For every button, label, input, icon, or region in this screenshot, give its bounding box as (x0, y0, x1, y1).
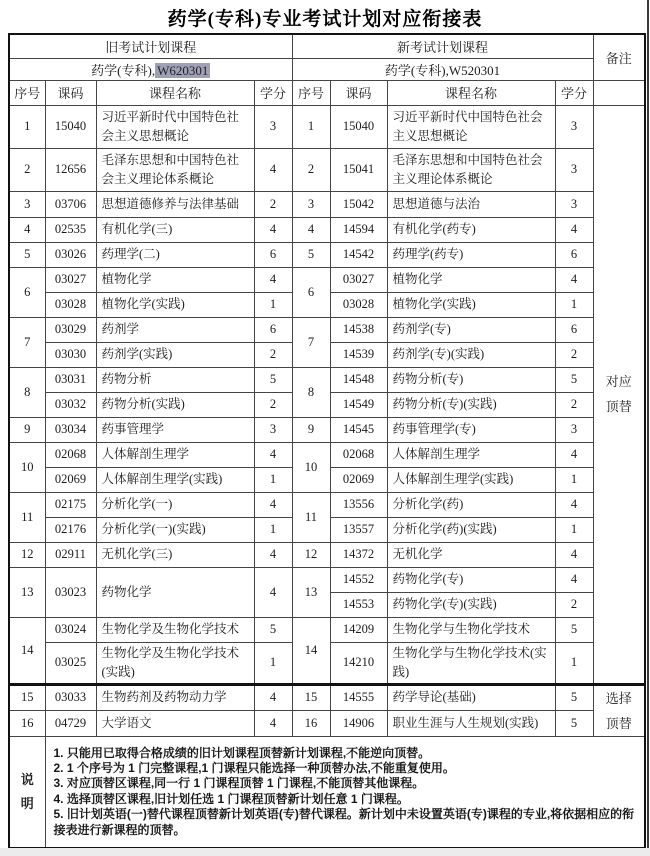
new-credit: 4 (555, 492, 593, 517)
old-credit: 5 (254, 617, 292, 642)
new-credit: 4 (555, 267, 593, 292)
new-no: 6 (292, 267, 330, 317)
note-item: 4. 选择顶替区课程,旧计划任选 1 门课程顶替新计划任意 1 门课程。 (53, 791, 409, 806)
new-name: 分析化学(药) (387, 492, 555, 517)
note-item: 3. 对应顶替区课程,同一行 1 门课程顶替 1 门课程,不能顶替其他课程。 (53, 776, 425, 791)
old-credit: 3 (254, 105, 292, 148)
old-credit: 1 (254, 467, 292, 492)
old-name: 生物化学及生物化学技术(实践) (96, 642, 254, 684)
header-row-columns (9, 80, 645, 105)
remark-zone-corresponding: 对应顶替 (593, 105, 645, 684)
new-col-name: 课程名称 (387, 80, 555, 105)
new-no: 8 (292, 367, 330, 417)
old-credit: 4 (254, 442, 292, 467)
new-name: 药学导论(基础) (387, 684, 555, 710)
new-credit: 6 (555, 317, 593, 342)
new-code: 14552 (330, 567, 387, 592)
old-name: 生物药剂及药物动力学 (96, 684, 254, 710)
table-row (9, 242, 645, 267)
old-name: 人体解剖生理学(实践) (96, 467, 254, 492)
table-row (9, 684, 645, 710)
old-credit: 4 (254, 492, 292, 517)
table-row (9, 617, 645, 642)
old-code: 04729 (45, 710, 96, 736)
notes-label: 说明 (9, 736, 45, 848)
new-code: 14594 (330, 217, 387, 242)
new-credit: 4 (555, 542, 593, 567)
old-code: 03027 (45, 267, 96, 292)
old-plan-subtitle (9, 58, 292, 80)
remark-empty-cell (593, 80, 645, 105)
new-credit: 3 (555, 105, 593, 148)
old-code: 03025 (45, 642, 96, 684)
new-no: 13 (292, 567, 330, 617)
new-name: 药物化学(专)(实践) (387, 592, 555, 617)
new-no: 15 (292, 684, 330, 710)
old-code: 02911 (45, 542, 96, 567)
old-no: 12 (9, 542, 45, 567)
new-no: 14 (292, 617, 330, 684)
new-name: 思想道德与法治 (387, 191, 555, 217)
new-credit: 2 (555, 592, 593, 617)
new-name: 分析化学(药)(实践) (387, 517, 555, 542)
new-no: 3 (292, 191, 330, 217)
new-code: 14210 (330, 642, 387, 684)
new-no: 12 (292, 542, 330, 567)
header-row-plan-titles (9, 34, 645, 58)
old-code: 03023 (45, 567, 96, 617)
new-name: 生物化学与生物化学技术 (387, 617, 555, 642)
old-code: 02068 (45, 442, 96, 467)
table-row (9, 417, 645, 442)
notes-cell (45, 736, 645, 848)
new-name: 药理学(药专) (387, 242, 555, 267)
new-code: 15040 (330, 105, 387, 148)
new-name: 毛泽东思想和中国特色社会主义理论体系概论 (387, 148, 555, 191)
old-name: 生物化学及生物化学技术 (96, 617, 254, 642)
new-credit: 2 (555, 342, 593, 367)
new-code: 03027 (330, 267, 387, 292)
new-credit: 5 (555, 684, 593, 710)
new-no: 11 (292, 492, 330, 542)
table-row (9, 267, 645, 292)
new-credit: 6 (555, 242, 593, 267)
old-credit: 4 (254, 710, 292, 736)
new-name: 职业生涯与人生规划(实践) (387, 710, 555, 736)
old-col-no: 序号 (9, 80, 45, 105)
old-name: 人体解剖生理学 (96, 442, 254, 467)
new-plan-title: 新考试计划课程 (292, 34, 593, 58)
new-col-code: 课码 (330, 80, 387, 105)
new-name: 药物分析(专)(实践) (387, 392, 555, 417)
table-row (9, 367, 645, 392)
new-name: 人体解剖生理学(实践) (387, 467, 555, 492)
old-plan-title: 旧考试计划课程 (9, 34, 292, 58)
old-credit: 4 (254, 217, 292, 242)
plan-mapping-table (8, 33, 646, 849)
new-no: 16 (292, 710, 330, 736)
new-code: 14553 (330, 592, 387, 617)
new-name: 人体解剖生理学 (387, 442, 555, 467)
new-code: 15042 (330, 191, 387, 217)
old-code: 03706 (45, 191, 96, 217)
header-row-plan-codes (9, 58, 645, 80)
new-credit: 4 (555, 567, 593, 592)
new-name: 植物化学(实践) (387, 292, 555, 317)
old-credit: 4 (254, 148, 292, 191)
old-credit: 6 (254, 242, 292, 267)
new-code: 13556 (330, 492, 387, 517)
old-plan-code-highlighted: W620301 (157, 62, 209, 78)
new-credit: 5 (555, 710, 593, 736)
new-credit: 1 (555, 292, 593, 317)
old-code: 03026 (45, 242, 96, 267)
note-item: 1. 只能用已取得合格成绩的旧计划课程顶替新计划课程,不能逆向顶替。 (53, 745, 431, 760)
new-code: 14542 (330, 242, 387, 267)
old-credit: 4 (254, 684, 292, 710)
old-code: 03033 (45, 684, 96, 710)
old-col-name: 课程名称 (96, 80, 254, 105)
old-no: 16 (9, 710, 45, 736)
old-credit: 2 (254, 392, 292, 417)
table-row (9, 191, 645, 217)
old-credit: 6 (254, 317, 292, 342)
old-no: 8 (9, 367, 45, 417)
new-no: 1 (292, 105, 330, 148)
old-name: 药事管理学 (96, 417, 254, 442)
table-row (9, 492, 645, 517)
old-credit: 1 (254, 517, 292, 542)
new-code: 02069 (330, 467, 387, 492)
old-name: 药物分析 (96, 367, 254, 392)
new-name: 无机化学 (387, 542, 555, 567)
new-col-credit: 学分 (555, 80, 593, 105)
new-code: 13557 (330, 517, 387, 542)
old-credit: 1 (254, 292, 292, 317)
table-row (9, 442, 645, 467)
old-code: 02176 (45, 517, 96, 542)
old-code: 02535 (45, 217, 96, 242)
table-row (9, 148, 645, 191)
new-name: 有机化学(药专) (387, 217, 555, 242)
new-credit: 2 (555, 392, 593, 417)
new-code: 03028 (330, 292, 387, 317)
old-name: 药剂学 (96, 317, 254, 342)
new-name: 生物化学与生物化学技术(实践) (387, 642, 555, 684)
new-credit: 4 (555, 442, 593, 467)
note-item: 5. 旧计划英语(一)替代课程顶替新计划英语(专)替代课程。新计划中未设置英语(专)课程的专业,将依据相应的衔接表进行新课程的顶替。 (53, 807, 635, 837)
new-credit: 3 (555, 417, 593, 442)
new-no: 2 (292, 148, 330, 191)
old-col-credit: 学分 (254, 80, 292, 105)
old-name: 药理学(二) (96, 242, 254, 267)
old-name: 习近平新时代中国特色社会主义思想概论 (96, 105, 254, 148)
old-name: 分析化学(一) (96, 492, 254, 517)
old-no: 7 (9, 317, 45, 367)
old-no: 5 (9, 242, 45, 267)
table-row (9, 105, 645, 148)
old-code: 03024 (45, 617, 96, 642)
old-name: 植物化学 (96, 267, 254, 292)
old-no: 3 (9, 191, 45, 217)
page-right-edge (647, 0, 649, 856)
new-credit: 4 (555, 217, 593, 242)
new-credit: 1 (555, 467, 593, 492)
table-row (9, 710, 645, 736)
old-code: 03031 (45, 367, 96, 392)
old-name: 药物化学 (96, 567, 254, 617)
old-no: 11 (9, 492, 45, 542)
old-name: 无机化学(三) (96, 542, 254, 567)
note-item: 2. 1 个序号为 1 门完整课程,1 门课程只能选择一种顶替办法,不能重复使用。 (53, 760, 455, 775)
new-code: 14539 (330, 342, 387, 367)
old-name: 药剂学(实践) (96, 342, 254, 367)
old-credit: 3 (254, 417, 292, 442)
remark-zone-selective: 选择顶替 (593, 684, 645, 736)
table-row (9, 317, 645, 342)
old-code: 02069 (45, 467, 96, 492)
new-code: 14538 (330, 317, 387, 342)
new-credit: 5 (555, 617, 593, 642)
old-no: 13 (9, 567, 45, 617)
old-no: 1 (9, 105, 45, 148)
new-no: 7 (292, 317, 330, 367)
new-code: 02068 (330, 442, 387, 467)
page-bottom-edge (0, 848, 650, 856)
old-name: 思想道德修养与法律基础 (96, 191, 254, 217)
page-title: 药学(专科)专业考试计划对应衔接表 (167, 9, 483, 30)
new-no: 9 (292, 417, 330, 442)
old-credit: 4 (254, 542, 292, 567)
new-no: 5 (292, 242, 330, 267)
new-name: 药物分析(专) (387, 367, 555, 392)
new-name: 药物化学(专) (387, 567, 555, 592)
new-code: 15041 (330, 148, 387, 191)
new-no: 10 (292, 442, 330, 492)
old-name: 有机化学(三) (96, 217, 254, 242)
new-credit: 3 (555, 148, 593, 191)
new-name: 习近平新时代中国特色社会主义思想概论 (387, 105, 555, 148)
table-row (9, 217, 645, 242)
old-no: 4 (9, 217, 45, 242)
old-credit: 4 (254, 267, 292, 292)
table-row (9, 567, 645, 592)
new-code: 14545 (330, 417, 387, 442)
remark-column-header: 备注 (593, 34, 645, 80)
new-plan-subtitle: 药学(专科),W520301 (292, 58, 593, 80)
old-name: 分析化学(一)(实践) (96, 517, 254, 542)
old-no: 14 (9, 617, 45, 684)
new-code: 14372 (330, 542, 387, 567)
old-credit: 2 (254, 191, 292, 217)
old-credit: 5 (254, 367, 292, 392)
old-name: 植物化学(实践) (96, 292, 254, 317)
old-name: 毛泽东思想和中国特色社会主义理论体系概论 (96, 148, 254, 191)
old-code: 12656 (45, 148, 96, 191)
old-credit: 1 (254, 642, 292, 684)
new-code: 14906 (330, 710, 387, 736)
new-name: 药剂学(专) (387, 317, 555, 342)
old-name: 大学语文 (96, 710, 254, 736)
new-code: 14555 (330, 684, 387, 710)
old-credit: 2 (254, 342, 292, 367)
old-no: 9 (9, 417, 45, 442)
old-code: 03028 (45, 292, 96, 317)
old-code: 03034 (45, 417, 96, 442)
old-code: 02175 (45, 492, 96, 517)
new-code: 14549 (330, 392, 387, 417)
notes-row (9, 736, 645, 848)
new-credit: 5 (555, 367, 593, 392)
new-credit: 1 (555, 642, 593, 684)
old-no: 2 (9, 148, 45, 191)
old-code: 03032 (45, 392, 96, 417)
old-plan-name: 药学(专科), (91, 62, 156, 78)
new-code: 14209 (330, 617, 387, 642)
old-credit: 4 (254, 567, 292, 617)
old-no: 10 (9, 442, 45, 492)
new-col-no: 序号 (292, 80, 330, 105)
new-code: 14548 (330, 367, 387, 392)
new-name: 药事管理学(专) (387, 417, 555, 442)
table-row (9, 542, 645, 567)
new-no: 4 (292, 217, 330, 242)
old-code: 03029 (45, 317, 96, 342)
old-code: 03030 (45, 342, 96, 367)
new-credit: 1 (555, 517, 593, 542)
new-name: 药剂学(专)(实践) (387, 342, 555, 367)
new-credit: 3 (555, 191, 593, 217)
old-name: 药物分析(实践) (96, 392, 254, 417)
old-col-code: 课码 (45, 80, 96, 105)
new-name: 植物化学 (387, 267, 555, 292)
old-no: 15 (9, 684, 45, 710)
old-no: 6 (9, 267, 45, 317)
old-code: 15040 (45, 105, 96, 148)
